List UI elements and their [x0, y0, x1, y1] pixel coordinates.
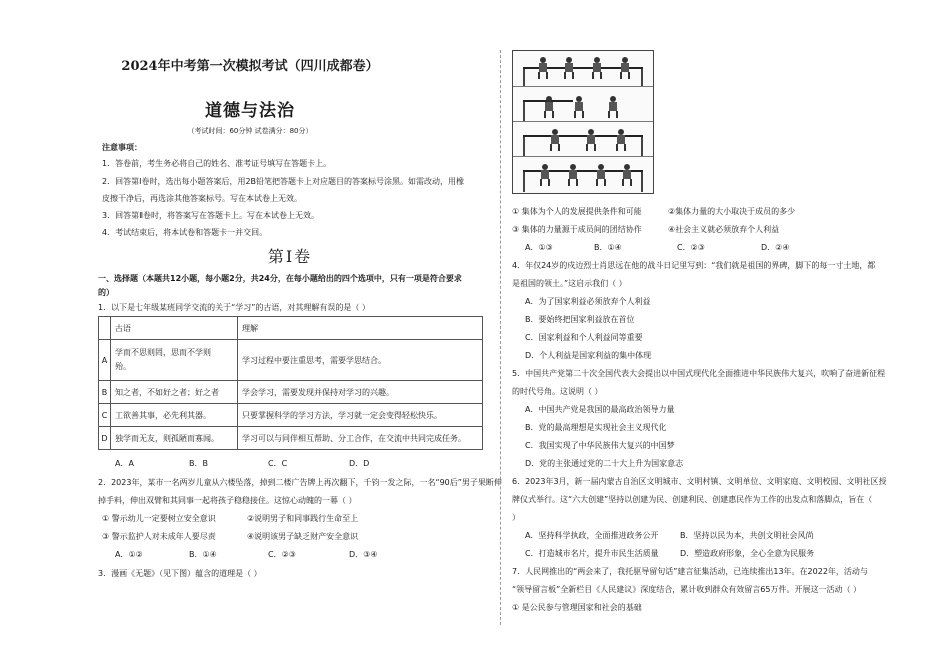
notice-heading: 注意事项： [102, 143, 142, 152]
q6-stem: 6．2023年3月，新一届内蒙古自治区文明城市、文明村镇、文明单位、文明家庭、文明校园、文明社区授 [512, 477, 887, 486]
q4-option-b[interactable]: B．要始终把国家利益放在首位 [525, 315, 635, 324]
notice-line: 3．回答第Ⅱ卷时，将答案写在答题卡上。写在本试卷上无效。 [102, 211, 320, 220]
q7-stem-cont: “领导留言板”全新栏目《人民建议》深度结合，累计收到群众有效留言65万件。开展这一活动（ ） [512, 585, 862, 594]
q5-option-c[interactable]: C．我国实现了中华民族伟大复兴的中国梦 [525, 441, 675, 450]
q2-stem-cont: 掉手料，伸出双臂和其同事一起将孩子稳稳接住。这惊心动魄的一幕（ ） [98, 496, 357, 505]
notice-line: 1．答卷前，考生务必将自己的姓名、准考证号填写在答题卡上。 [102, 159, 332, 168]
table-header-row [99, 317, 483, 340]
q6-option-c[interactable]: C．打造城市名片，提升市民生活质量 [525, 549, 659, 558]
row-meaning: 只要掌握科学的学习方法，学习就一定会变得轻松快乐。 [238, 404, 483, 427]
q3-stem: 3．漫画《无题》（见下图）蕴含的道理是（ ） [98, 569, 262, 578]
part-heading-cont: 的） [98, 288, 114, 297]
q5-option-b[interactable]: B．党的最高理想是实现社会主义现代化 [525, 423, 667, 432]
q3-statement: ②集体力量的大小取决于成员的多少 [668, 207, 796, 216]
q6-stem-cont: 牌仪式举行。这“六大创建”坚持以创建为民、创建利民、创建惠民作为工作的出发点和落脚点，旨在（ [512, 495, 873, 504]
q6-option-b[interactable]: B．坚持以民为本，共创文明社会风尚 [680, 531, 814, 540]
q4-stem: 4．年仅24岁的戍边烈士肖思远在他的战斗日记里写到：“我们就是祖国的界碑，脚下的每一寸土地，都 [512, 261, 876, 270]
row-old: 知之者，不如好之者；好之者 [111, 381, 238, 404]
comic-panel [513, 121, 653, 157]
notice-line: 2．回答第Ⅰ卷时，选出每小题答案后，用2B铅笔把答题卡上对应题目的答案标号涂黑。如需改动，用橡 [102, 177, 465, 186]
comic-panel [513, 156, 653, 191]
q5-stem: 5．中国共产党第二十次全国代表大会提出以中国式现代化全面推进中华民族伟大复兴，吹响了奋进新征程 [512, 369, 886, 378]
q1-stem: 1．以下是七年级某班同学交流的关于“学习”的古语，对其理解有误的是（ ） [98, 303, 370, 312]
q2-choice-d[interactable]: D．③④ [349, 550, 378, 559]
q3-choice-a[interactable]: A．①③ [525, 243, 553, 252]
q1-option-d[interactable]: D．D [349, 459, 370, 468]
row-key: C [99, 404, 111, 427]
q1-table [98, 316, 483, 450]
q4-option-d[interactable]: D．个人利益是国家利益的集中体现 [525, 351, 652, 360]
column-divider [500, 50, 501, 625]
q2-statement: ③ 警示监护人对未成年人要尽责 [102, 532, 216, 541]
q4-option-c[interactable]: C．国家利益和个人利益同等重要 [525, 333, 643, 342]
q3-choice-b[interactable]: B．①④ [594, 243, 622, 252]
q3-statement: ④社会主义就必须放弃个人利益 [668, 225, 780, 234]
q5-option-d[interactable]: D．党的主张通过党的二十大上升为国家意志 [525, 459, 684, 468]
q1-option-a[interactable]: A．A [115, 459, 134, 468]
q3-choice-c[interactable]: C．②③ [677, 243, 705, 252]
q3-statement: ③ 集体的力量源于成员间的团结协作 [512, 225, 642, 234]
row-old [111, 340, 238, 381]
notice-line: 4．考试结束后，将本试卷和答题卡一并交回。 [102, 228, 268, 237]
row-old-line1: 学而不思则罔，思而不学则 [115, 348, 211, 357]
q6-option-d[interactable]: D．塑造政府形象，全心全意为民服务 [680, 549, 815, 558]
q1-option-c[interactable]: C．C [268, 459, 288, 468]
row-meaning: 学习可以与同伴相互帮助、分工合作，在交流中共同完成任务。 [238, 427, 483, 450]
exam-title: 2024年中考第一次模拟考试（四川成都卷） [121, 59, 379, 74]
row-meaning: 学会学习，需要发现并保持对学习的兴趣。 [238, 381, 483, 404]
row-key: B [99, 381, 111, 404]
notice-line: 皮擦干净后，再选涂其他答案标号。写在本试卷上无效。 [102, 194, 302, 203]
q2-choice-c[interactable]: C．②③ [268, 550, 296, 559]
q5-option-a[interactable]: A．中国共产党是我国的最高政治领导力量 [525, 405, 675, 414]
row-key: D [99, 427, 111, 450]
comic-panel [513, 51, 653, 87]
table-row [99, 427, 483, 450]
q7-stem: 7．人民网推出的“两会来了，我托驱导留句话”建言征集活动，已连续推出13年。在2022年，活动与 [512, 567, 868, 576]
table-row [99, 381, 483, 404]
table-row [99, 404, 483, 427]
exam-info: （考试时间：60分钟 试卷满分：80分） [187, 127, 313, 135]
q2-statement: ④说明该男子缺乏财产安全意识 [247, 532, 359, 541]
col-header-meaning: 理解 [238, 317, 483, 340]
comic-panel [513, 86, 653, 122]
q2-stem: 2．2023年，某市一名两岁儿童从六楼坠落，掉到二楼广告牌上再次翻下，千钧一发之际，一名“90后”男子果断伸 [98, 478, 502, 487]
q7-statement: ① 是公民参与管理国家和社会的基础 [512, 603, 642, 612]
row-key: A [99, 340, 111, 381]
row-old-line2: 殆。 [115, 362, 131, 371]
row-old: 独学而无友，则孤陋而寡闻。 [111, 427, 238, 450]
table-row [99, 340, 483, 381]
comic-untitled-image [512, 50, 654, 194]
q2-statement: ① 警示幼儿一定要树立安全意识 [102, 514, 216, 523]
col-header-old: 古语 [111, 317, 238, 340]
row-old: 工欲善其事，必先利其器。 [111, 404, 238, 427]
part-heading: 一、选择题（本题共12小题，每小题2分，共24分，在每小题给出的四个选项中，只有一项是符合要求 [98, 274, 462, 283]
subject-title: 道德与法治 [205, 101, 295, 121]
q1-option-b[interactable]: B．B [189, 459, 208, 468]
q3-statement: ① 集体为个人的发展提供条件和可能 [512, 207, 642, 216]
row-meaning: 学习过程中要注重思考，需要学思结合。 [238, 340, 483, 381]
q3-choice-d[interactable]: D．②④ [761, 243, 790, 252]
section-title: 第Ⅰ卷 [267, 247, 313, 266]
q2-choice-b[interactable]: B．①④ [189, 550, 217, 559]
q5-stem-cont: 的时代号角。这说明（ ） [512, 387, 603, 396]
q6-stem-end: ） [512, 513, 520, 522]
q4-option-a[interactable]: A．为了国家利益必须放弃个人利益 [525, 297, 651, 306]
q4-stem-cont: 是祖国的领土。”这启示我们（ ） [512, 279, 627, 288]
q2-choice-a[interactable]: A．①② [115, 550, 143, 559]
q2-statement: ②说明男子和同事践行生命至上 [247, 514, 359, 523]
q6-option-a[interactable]: A．坚持科学执政，全面推进政务公开 [525, 531, 659, 540]
